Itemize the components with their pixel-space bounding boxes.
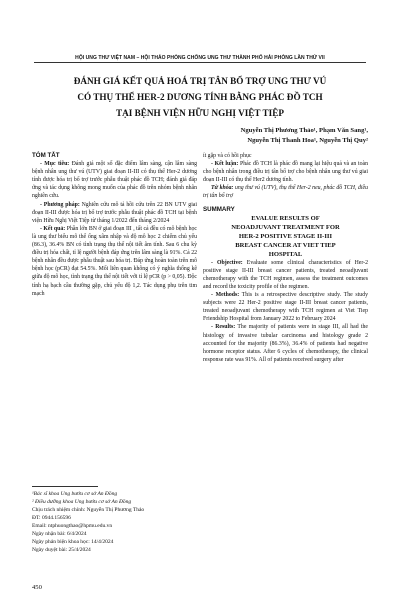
summary-heading: SUMMARY	[203, 205, 235, 213]
phone-number: ĐT: 0944.156596	[32, 515, 71, 521]
english-title	[203, 214, 368, 259]
objective-paragraph	[32, 160, 197, 200]
title-line: TẠI BỆNH VIỆN HỮU NGHỊ VIỆT TIỆP	[116, 108, 284, 118]
en-objective-lead: - Objective:	[211, 259, 243, 266]
email-address: Email: ntphuongthao@hpmu.edu.vn	[32, 523, 113, 529]
en-results-paragraph	[203, 323, 368, 363]
footnote-affiliation: ¹Bác sĩ khoa Ung bướu cơ sở An Đồng	[32, 491, 118, 497]
conclusion-paragraph	[203, 160, 368, 184]
results-lead: - Kết quả:	[40, 225, 66, 232]
received-date: Ngày nhận bài: 6/4/2024	[32, 531, 87, 537]
english-title-line: HER-2 POSITIVE STAGE II-III	[238, 232, 333, 240]
title-line: ĐÁNH GIÁ KẾT QUẢ HOÁ TRỊ TÂN BỔ TRỢ UNG THƯ VÚ	[73, 76, 327, 86]
methods-text: Nghiên cứu mô tả hồi cứu trên 22 BN UTV giai đoạn II-III được hóa trị bổ trợ trước phẫu thuật phác đồ TCH tại bệnh viện Hữu Nghị Việt Tiệp từ tháng 1/2022 đến tháng 2/2024	[32, 201, 197, 224]
english-title-line: BREAST CANCER AT VIET TIEP	[235, 241, 336, 249]
keywords-lead: Từ khóa:	[211, 185, 234, 192]
english-title-line: EVALUE RESULTS OF	[251, 214, 320, 222]
running-header: HỘI UNG THƯ VIỆT NAM – HỘI THẢO PHÒNG CHỐNG UNG THƯ THÀNH PHỐ HẢI PHÒNG LẦN THỨ VII	[75, 55, 325, 61]
header-divider	[34, 62, 366, 63]
footnote-divider	[32, 486, 98, 487]
english-title-line: NEOADJUVANT TREATMENT FOR	[231, 223, 340, 231]
right-column	[203, 152, 368, 364]
en-objective-text: Evaluate some clinical characteristics of Her-2 positive stage II-III breast cancer patients, treated neoadjuvant chemotherapy with the TCH regimen, assess the treatment outcomes and record the toxicity profile of the regimen.	[203, 259, 368, 290]
accepted-date: Ngày duyệt bài: 25/4/2024	[32, 547, 91, 553]
title-line: CÓ THỤ THỂ HER-2 DƯƠNG TÍNH BẰNG PHÁC ĐỒ TCH	[77, 92, 323, 102]
author-line: Nguyễn Thị Thanh Hoa¹, Nguyễn Thị Quy²	[247, 136, 368, 144]
footnotes	[32, 486, 197, 554]
continued-text: ít gặp và có hồi phục	[203, 153, 252, 159]
results-text: Phần lớn BN ở giai đoạn III , tất cả đều có mô bệnh học là ung thư biểu mô thể ống xâm nhập và độ mô học 2 chiếm chủ yếu (86.3), 36.4% BN có tình trạng thụ thể nội tiết âm tính. Sau 6 chu kỳ điều trị hóa chất, tỉ lệ người bệnh đáp ứng trên lâm sàng là 91%. Cả 22 bệnh nhân đều được phẫu thuật sau hóa trị. Đáp ứng hoàn toàn trên mô bệnh học (pCR) đạt 54.5%. Mối liên quan không có ý nghĩa thống kê giữa độ mô học, tình trạng thụ thể nội tiết với tỉ lệ pCR (p > 0,05). Độc tính hạ bạch cầu thường gặp, chủ yếu độ 1,2. Tác dụng phụ trên tim mạch	[32, 225, 198, 297]
footnote-affiliation: ² Điều dưỡng khoa Ung bướu cơ sở An Đồng	[32, 499, 132, 505]
author-list	[196, 126, 368, 145]
objective-lead: - Mục tiêu:	[40, 161, 70, 168]
keywords-text: ung thư vú (UTV), thụ thể Her-2 neu, phác đồ TCH, điều trị tân bổ trợ	[203, 185, 368, 200]
methods-lead: - Phương pháp:	[40, 201, 80, 208]
author-line: Nguyễn Thị Phương Thảo¹, Phạm Văn Sang¹,	[240, 127, 368, 134]
conclusion-lead: - Kết luận:	[211, 161, 239, 168]
methods-paragraph	[32, 201, 197, 225]
corresponding-author: Chịu trách nhiệm chính: Nguyễn Thị Phương Thảo	[32, 507, 145, 513]
results-paragraph	[32, 225, 197, 298]
en-results-text: The majority of patients were in stage III, all had the histology of invasive tubular carcinoma and histology grade 2 accounted for the majority (86.3%), 36.4% of patients had negative hormone receptor status. After 6 cycles of chemotherapy, the clinical response rate was 91%. All of patients received surgery after	[203, 324, 368, 363]
en-results-lead: - Results:	[211, 324, 236, 331]
objective-text: Đánh giá một số đặc điểm lâm sàng, cận lâm sàng bệnh nhân ung thư vú (UTV) giai đoạn II-III có thụ thể Her-2 dương tính được hóa trị bổ trợ trước phẫu thuật phác đồ TCH; đánh giá đáp ứng và tác dụng không mong muốn của phác đồ trên nhóm bệnh nhân nghiên cứu.	[32, 161, 197, 200]
left-column	[32, 152, 197, 298]
keywords-paragraph	[203, 184, 368, 200]
article-title	[40, 73, 360, 121]
en-methods-lead: - Methods:	[211, 292, 240, 299]
en-objective-paragraph	[203, 259, 368, 291]
conclusion-text: Phác đồ TCH là phác đồ mang lại hiệu quả và an toàn cho bệnh nhân trong điều trị tân bổ trợ cho bệnh nhân ung thư vú giai đoạn II-III có thụ thể Her2 dương tính.	[203, 161, 368, 184]
abstract-heading: TÓM TẮT	[32, 152, 60, 159]
page-number: 450	[32, 584, 42, 591]
en-methods-paragraph	[203, 291, 368, 323]
en-methods-text: This is a retrospective descriptive study. The study subjects were 22 Her-2 positive stage II-III breast cancer patients, treated neoadjuvant chemotherapy with TCH regimen at Viet Tiep Friendship Hospital from January 2022 to February 2024	[203, 292, 368, 323]
english-title-line: HOSPITAL	[268, 250, 303, 258]
review-date: Ngày phản biện khoa học: 14/4/2024	[32, 539, 114, 545]
